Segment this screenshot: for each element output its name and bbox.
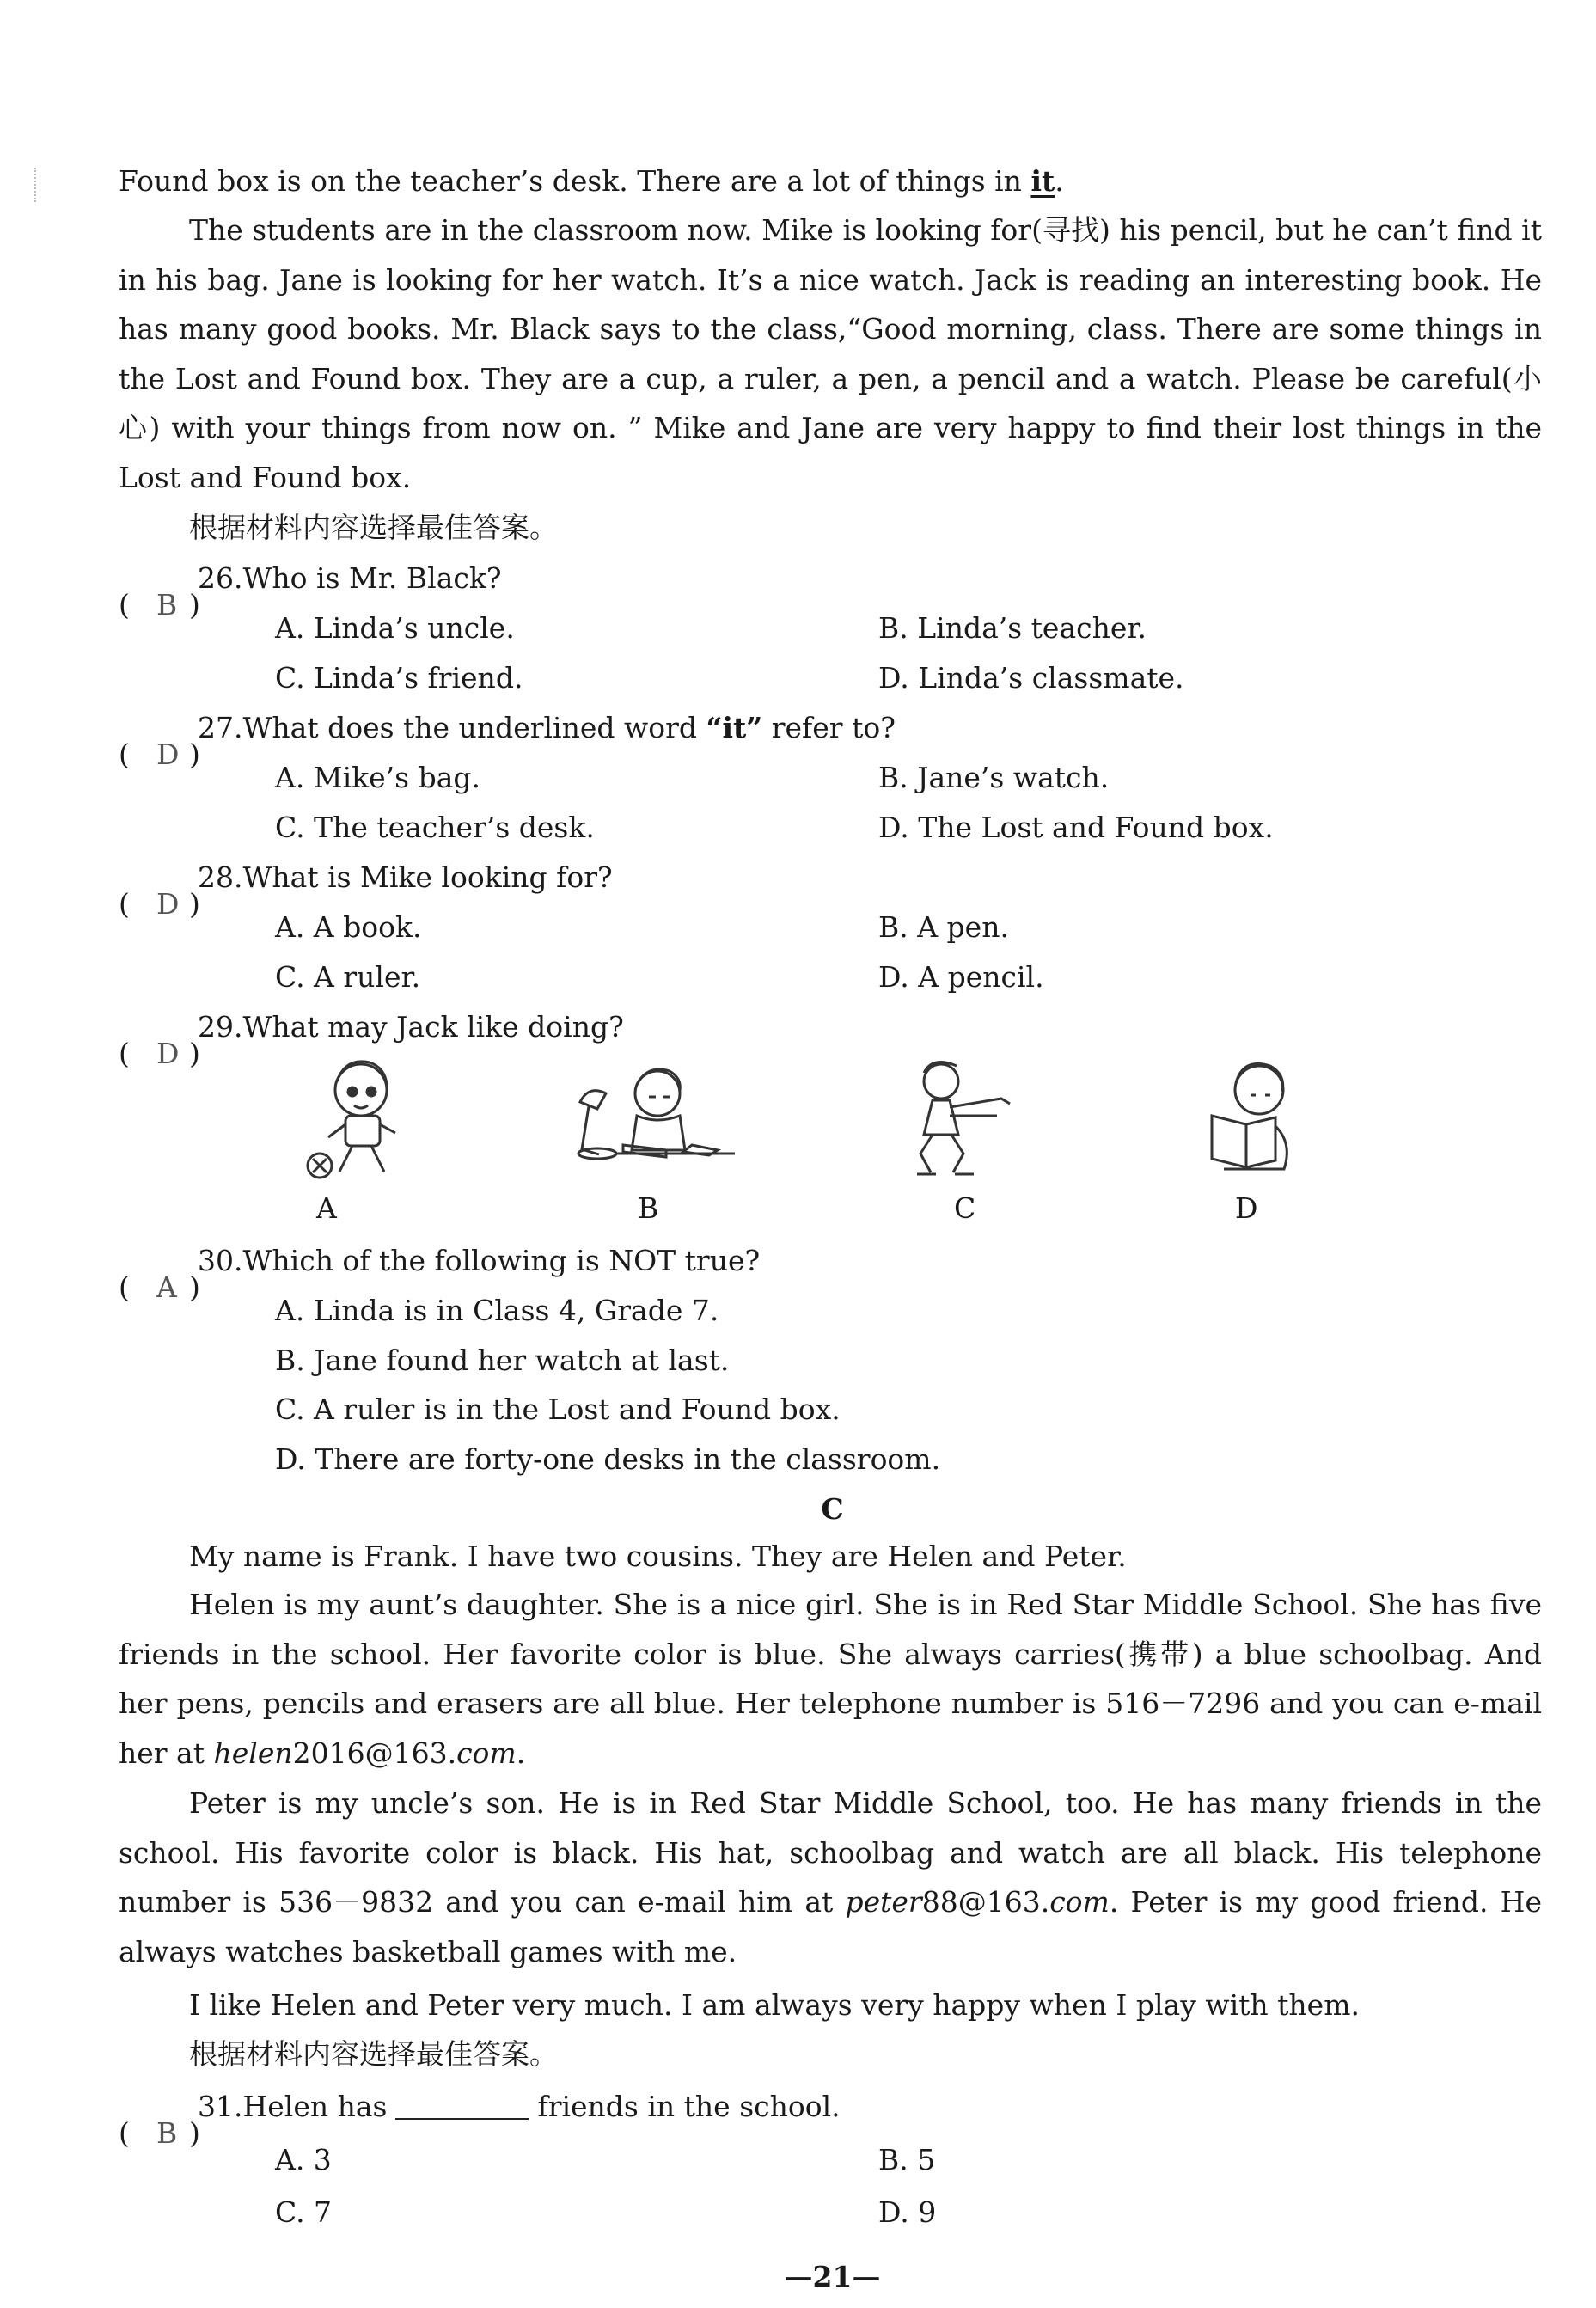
- picture-label-b: B: [638, 1191, 659, 1225]
- option-31a: A. 3: [275, 2143, 332, 2176]
- option-28a: A. A book.: [275, 910, 422, 944]
- passage-paragraph: The students are in the classroom now. Mike is looking for(寻找) his pencil, but he can’t find it in his bag. Jane is looking for her watch. It’s a nice watch. Jack is reading an interesting book. He has many good books. Mr. Black says to the class,“Good morning, class. There are some things in the Lost and Found box. They are a cup, a ruler, a pen, a pencil and a watch. Please be careful(小心) with your things from now on. ” Mike and Jane are very happy to find their lost things in the Lost and Found box.: [119, 213, 1542, 494]
- question-28: ( D ) 28.What is Mike looking for?: [119, 860, 613, 921]
- section-c-p4: I like Helen and Peter very much. I am always very happy when I play with them.: [189, 1988, 1360, 2022]
- option-26d: D. Linda’s classmate.: [878, 661, 1184, 695]
- question-26: ( B ) 26.Who is Mr. Black?: [119, 561, 502, 621]
- question-31: ( B ) 31.Helen has friends in the school.: [119, 2090, 841, 2150]
- answer-blank: [395, 2092, 529, 2120]
- option-27a: A. Mike’s bag.: [275, 761, 481, 794]
- option-28d: D. A pencil.: [878, 960, 1044, 994]
- option-30b: B. Jane found her watch at last.: [275, 1344, 730, 1377]
- picture-label-d: D: [1235, 1191, 1258, 1225]
- picture-d-reading-child: [1195, 1057, 1306, 1186]
- instruction-c: 根据材料内容选择最佳答案。: [189, 2037, 558, 2071]
- option-28c: C. A ruler.: [275, 960, 421, 994]
- picture-label-a: A: [316, 1191, 337, 1225]
- section-c-heading: C: [821, 1492, 844, 1526]
- option-27b: B. Jane’s watch.: [878, 761, 1110, 794]
- passage-line-1: Found box is on the teacher’s desk. There are a lot of things in it.: [119, 164, 1064, 198]
- option-30c: C. A ruler is in the Lost and Found box.: [275, 1393, 841, 1426]
- page-number: —21—: [784, 2260, 881, 2293]
- question-29: ( D ) 29.What may Jack like doing?: [119, 1010, 624, 1070]
- section-c-p2: Helen is my aunt’s daughter. She is a nice girl. She is in Red Star Middle School. She has five friends in the school. Her favorite color is blue. She always carries(携带) a blue schoolbag. And her pens, pencils and erasers are all blue. Her telephone number is 516－7296 and you can e-mail her at helen2016@163.com.: [119, 1588, 1542, 1770]
- instruction-b: 根据材料内容选择最佳答案。: [189, 511, 558, 544]
- section-c-p1: My name is Frank. I have two cousins. They are Helen and Peter.: [189, 1540, 1127, 1573]
- option-26a: A. Linda’s uncle.: [275, 611, 515, 645]
- option-27d: D. The Lost and Found box.: [878, 811, 1274, 844]
- margin-mark: [34, 168, 38, 202]
- underlined-word-it: it: [1030, 164, 1055, 198]
- picture-label-c: C: [954, 1191, 976, 1225]
- option-27c: C. The teacher’s desk.: [275, 811, 595, 844]
- picture-c-kungfu-kid: [907, 1056, 1018, 1185]
- picture-a-soccer-boy: [292, 1056, 421, 1185]
- picture-b-reading-boy: [563, 1059, 735, 1188]
- option-31b: B. 5: [878, 2143, 936, 2176]
- question-27: ( D ) 27.What does the underlined word “it” refer to?: [119, 711, 896, 771]
- option-26c: C. Linda’s friend.: [275, 661, 523, 695]
- option-28b: B. A pen.: [878, 910, 1009, 944]
- option-30a: A. Linda is in Class 4, Grade 7.: [275, 1294, 719, 1327]
- option-30d: D. There are forty-one desks in the classroom.: [275, 1442, 941, 1476]
- section-c-p3: Peter is my uncle’s son. He is in Red Star Middle School, too. He has many friends in the school. His favorite color is black. His hat, schoolbag and watch are all black. His telephone number is 536－9832 and you can e-mail him at peter88@163.com. Peter is my good friend. He always watches basketball games with me.: [119, 1786, 1542, 1968]
- option-31c: C. 7: [275, 2195, 333, 2229]
- question-30: ( A ) 30.Which of the following is NOT true?: [119, 1244, 761, 1304]
- option-31d: D. 9: [878, 2195, 937, 2229]
- option-26b: B. Linda’s teacher.: [878, 611, 1147, 645]
